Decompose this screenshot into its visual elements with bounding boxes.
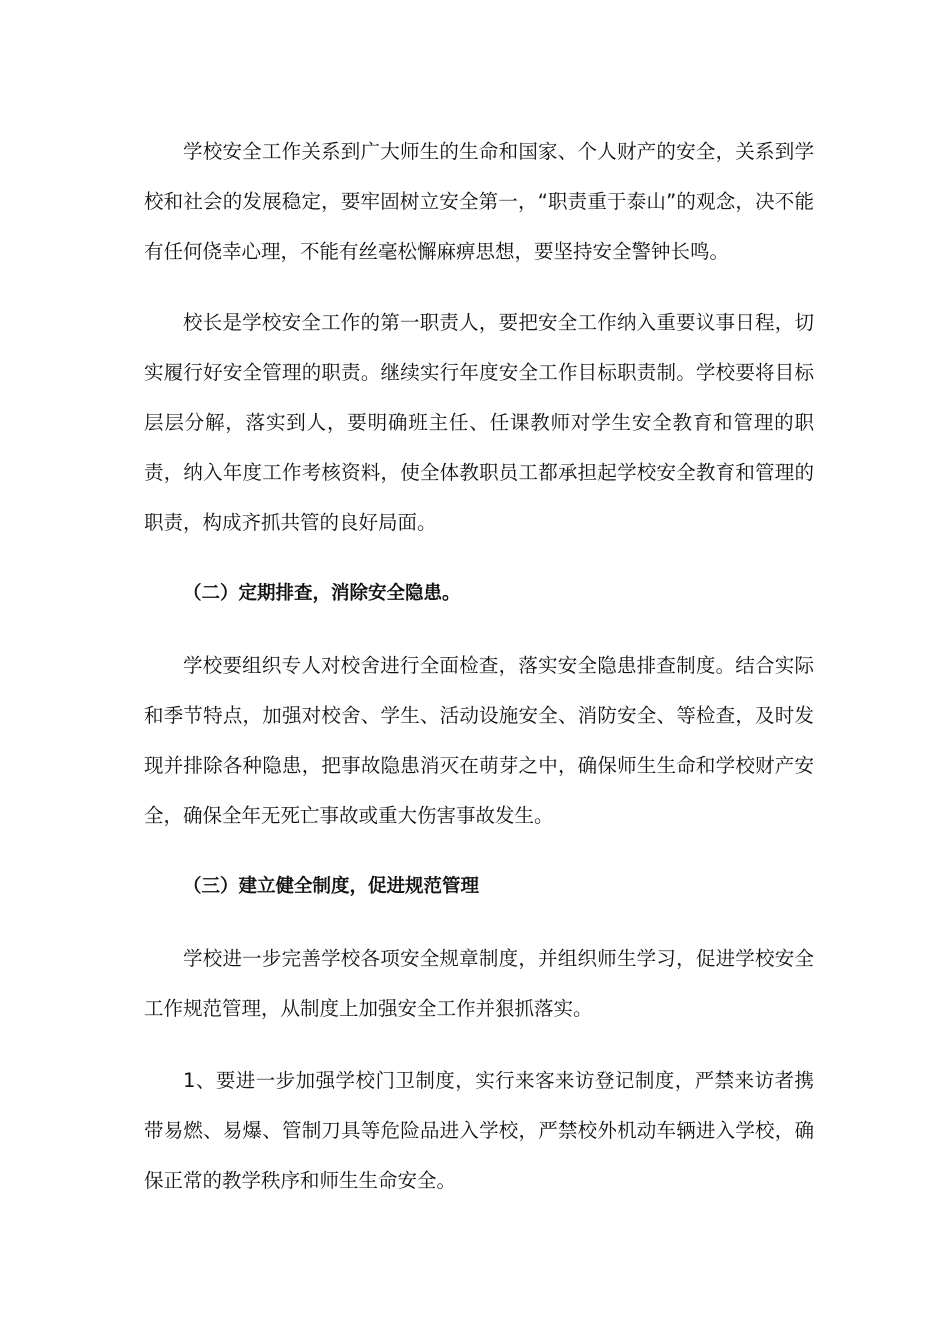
section-heading-regulations: （三）建立健全制度，促进规范管理 [183,876,480,897]
paragraph-hazard-inspection: 学校要组织专人对校舍进行全面检查，落实安全隐患排查制度。结合实际和季节特点，加强对校舍、学生、活动设施安全、消防安全、等检查，及时发现并排除各种隐患，把事故隐患消灭在萌芽之中，确保师生生命和学校财产安全，确保全年无死亡事故或重大伤害事故发生。 [144,654,814,827]
paragraph-safety-importance: 学校安全工作关系到广大师生的生命和国家、个人财产的安全，关系到学校和社会的发展稳定，要牢固树立安全第一，“职责重于泰山”的观念，决不能有任何侥幸心理，不能有丝毫松懈麻痹思想，要坚持安全警钟长鸣。 [144,140,814,263]
paragraph-gate-security: 1、要进一步加强学校门卫制度，实行来客来访登记制度，严禁来访者携带易燃、易爆、管制刀具等危险品进入学校，严禁校外机动车辆进入学校，确保正常的教学秩序和师生生命安全。 [144,1069,814,1192]
paragraph-principal-responsibility: 校长是学校安全工作的第一职责人，要把安全工作纳入重要议事日程，切实履行好安全管理的职责。继续实行年度安全工作目标职责制。学校要将目标层层分解，落实到人，要明确班主任、任课教师对学生安全教育和管理的职责，纳入年度工作考核资料，使全体教职员工都承担起学校安全教育和管理的职责，构成齐抓共管的良好局面。 [144,311,814,534]
paragraph-regulations: 学校进一步完善学校各项安全规章制度，并组织师生学习，促进学校安全工作规范管理，从制度上加强安全工作并狠抓落实。 [144,947,814,1020]
section-heading-inspection: （二）定期排查，消除安全隐患。 [183,583,461,604]
